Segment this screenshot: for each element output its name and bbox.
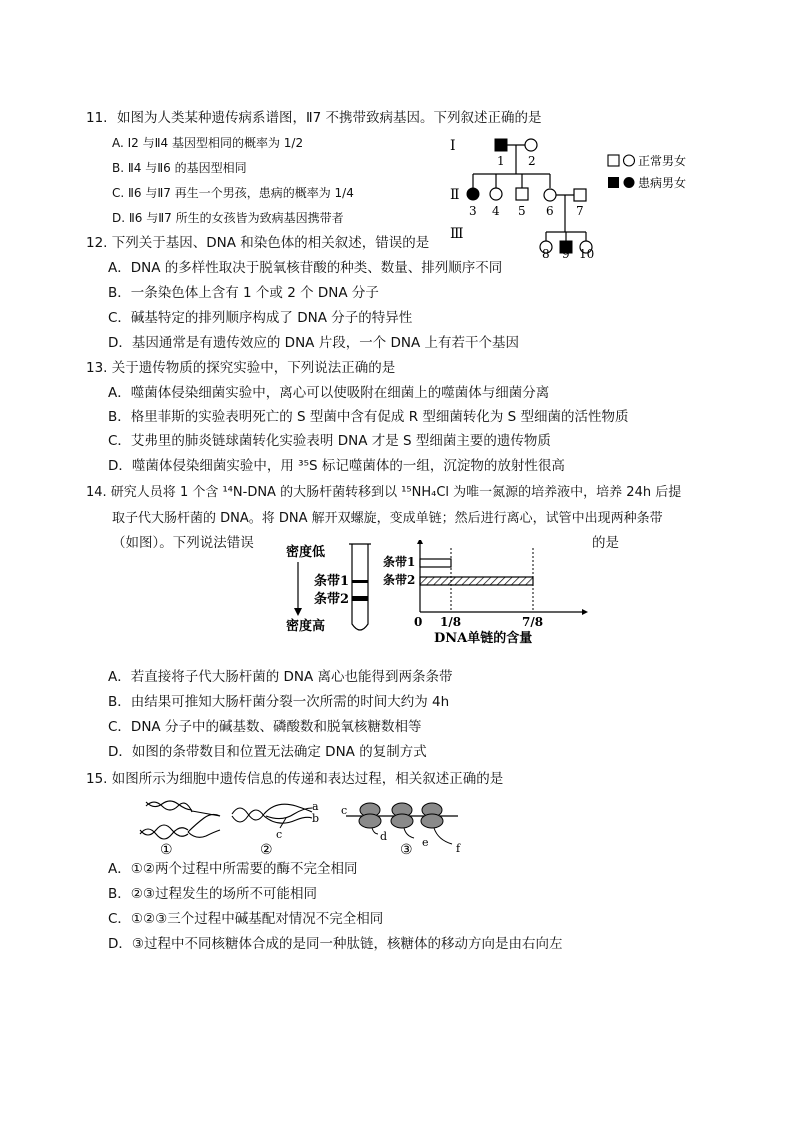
pedigree-gen2-label: Ⅱ [450, 187, 460, 203]
replication-helix [140, 801, 220, 839]
q14-option-d: D．如图的条带数目和位置无法确定 DNA 的复制方式 [108, 744, 427, 760]
q12-option-b: B．一条染色体上含有 1 个或 2 个 DNA 分子 [108, 285, 379, 301]
pedigree-ii6-normal-female [544, 189, 556, 201]
chart-tick-0: 0 [414, 615, 423, 629]
q13-option-c: C．艾弗里的肺炎链球菌转化实验表明 DNA 才是 S 型细菌主要的遗传物质 [108, 433, 551, 449]
pedigree-i1-affected-male [495, 139, 507, 151]
q14-stem-line2: 取子代大肠杆菌的 DNA。将 DNA 解开双螺旋，变成单链；然后进行离心，试管中出现两种条带 [112, 511, 663, 526]
chart-band-1-bar [420, 559, 451, 567]
figure-label-b: b [312, 812, 320, 825]
q11-option-a: A. Ⅰ2 与Ⅱ4 基因型相同的概率为 1/2 [112, 136, 304, 150]
figure-label-3: ③ [400, 842, 413, 858]
figure-label-1: ① [160, 842, 173, 858]
pedigree-num-5: 5 [518, 204, 526, 218]
legend-normal-label: 正常男女 [638, 154, 687, 168]
q15-option-a: A．①②两个过程中所需要的酶不完全相同 [108, 861, 358, 877]
figure-label-c: c [276, 828, 283, 841]
legend-affected-female-icon [624, 177, 635, 188]
q14-option-b: B．由结果可推知大肠杆菌分裂一次所需的时间大约为 4h [108, 694, 450, 710]
q12-option-c: C．碱基特定的排列顺序构成了 DNA 分子的特异性 [108, 310, 413, 326]
q14-option-a: A．若直接将子代大肠杆菌的 DNA 离心也能得到两条条带 [108, 669, 453, 685]
pedigree-num-4: 4 [492, 204, 500, 218]
pedigree-ii4-normal-female [490, 188, 502, 200]
pedigree-num-8: 8 [542, 247, 550, 260]
q14-option-c: C．DNA 分子中的碱基数、磷酸数和脱氧核糖数相等 [108, 719, 422, 735]
gene-expression-figure [136, 794, 476, 858]
q12-option-a: A．DNA 的多样性取决于脱氧核苷酸的种类、数量、排列顺序不同 [108, 260, 503, 276]
pedigree-num-3: 3 [469, 204, 477, 218]
q13-option-d: D．噬菌体侵染细菌实验中，用 ³⁵S 标记噬菌体的一组，沉淀物的放射性很高 [108, 458, 565, 474]
chart-x-axis-label: DNA单链的含量 [434, 631, 533, 646]
pedigree-gen3-label: Ⅲ [450, 226, 464, 242]
tube-band-2 [352, 596, 368, 601]
q14-stem-line3-start: （如图）。下列说法错误 [112, 535, 254, 551]
pedigree-num-1: 1 [497, 154, 505, 168]
figure-label-a: a [312, 800, 319, 813]
chart-tick-7-8: 7/8 [522, 615, 544, 629]
test-tube [352, 544, 368, 630]
q12-stem: 12. 下列关于基因、DNA 和染色体的相关叙述，错误的是 [86, 235, 430, 251]
pedigree-gen1-label: Ⅰ [450, 138, 456, 154]
legend-affected-label: 患病男女 [638, 176, 687, 190]
ribosomes [359, 803, 443, 828]
centrifuge-figure [280, 540, 600, 648]
pedigree-num-6: 6 [546, 204, 554, 218]
figure-label-2: ② [260, 842, 273, 858]
figure-label-c2: c [341, 804, 348, 817]
q14-stem-line3-end: 的是 [592, 535, 619, 551]
q11-option-c: C. Ⅱ6 与Ⅱ7 再生一个男孩，患病的概率为 1/4 [112, 186, 354, 200]
pedigree-i2-normal-female [525, 139, 537, 151]
q13-option-b: B．格里菲斯的实验表明死亡的 S 型菌中含有促成 R 型细菌转化为 S 型细菌的活性物质 [108, 409, 629, 425]
pedigree-num-10: 10 [579, 247, 595, 260]
tube-band2-label: 条带2 [314, 592, 350, 607]
pedigree-chart [440, 128, 700, 260]
q11-stem: 如图为人类某种遗传病系谱图，Ⅱ7 不携带致病基因。下列叙述正确的是 [117, 110, 542, 126]
chart-band2-label: 条带2 [383, 573, 416, 587]
q15-option-b: B．②③过程发生的场所不可能相同 [108, 886, 317, 902]
pedigree-ii5-normal-male [516, 188, 528, 200]
q15-option-d: D．③过程中不同核糖体合成的是同一种肽链，核糖体的移动方向是由右向左 [108, 936, 563, 952]
tube-band-1 [352, 580, 368, 583]
density-arrow [294, 562, 302, 616]
q11-option-b: B. Ⅱ4 与Ⅱ6 的基因型相同 [112, 161, 247, 175]
pedigree-ii7-normal-male [574, 189, 586, 201]
pedigree-ii3-affected-female [467, 188, 479, 200]
figure-label-f: f [456, 842, 461, 855]
legend-normal-female-icon [624, 155, 635, 166]
pedigree-num-7: 7 [576, 204, 584, 218]
q12-option-d: D．基因通常是有遗传效应的 DNA 片段，一个 DNA 上有若干个基因 [108, 335, 520, 351]
q13-stem: 13. 关于遗传物质的探究实验中，下列说法正确的是 [86, 360, 396, 376]
legend-affected-male-icon [608, 177, 619, 188]
pedigree-num-2: 2 [528, 154, 536, 168]
tube-band1-label: 条带1 [314, 574, 350, 589]
figure-label-d: d [380, 830, 388, 843]
figure-label-e: e [422, 836, 429, 849]
transcription-strands [232, 804, 312, 823]
legend-normal-male-icon [608, 155, 619, 166]
density-low-label: 密度低 [286, 545, 326, 560]
q15-option-c: C．①②③三个过程中碱基配对情况不完全相同 [108, 911, 384, 927]
q11-option-d: D. Ⅱ6 与Ⅱ7 所生的女孩皆为致病基因携带者 [112, 211, 344, 225]
density-high-label: 密度高 [286, 619, 326, 634]
chart-band1-label: 条带1 [383, 555, 416, 569]
chart-band-2-bar [420, 577, 533, 585]
chart-tick-1-8: 1/8 [440, 615, 462, 629]
q11-number: 11. [86, 110, 108, 126]
pedigree-num-9: 9 [562, 247, 570, 260]
q15-stem: 15. 如图所示为细胞中遗传信息的传递和表达过程，相关叙述正确的是 [86, 771, 504, 787]
q13-option-a: A．噬菌体侵染细菌实验中，离心可以使吸附在细菌上的噬菌体与细菌分离 [108, 385, 550, 401]
q14-stem-line1: 14. 研究人员将 1 个含 ¹⁴N-DNA 的大肠杆菌转移到以 ¹⁵NH₄Cl 为唯一氮源的培养液中，培养 24h 后提 [86, 485, 682, 500]
